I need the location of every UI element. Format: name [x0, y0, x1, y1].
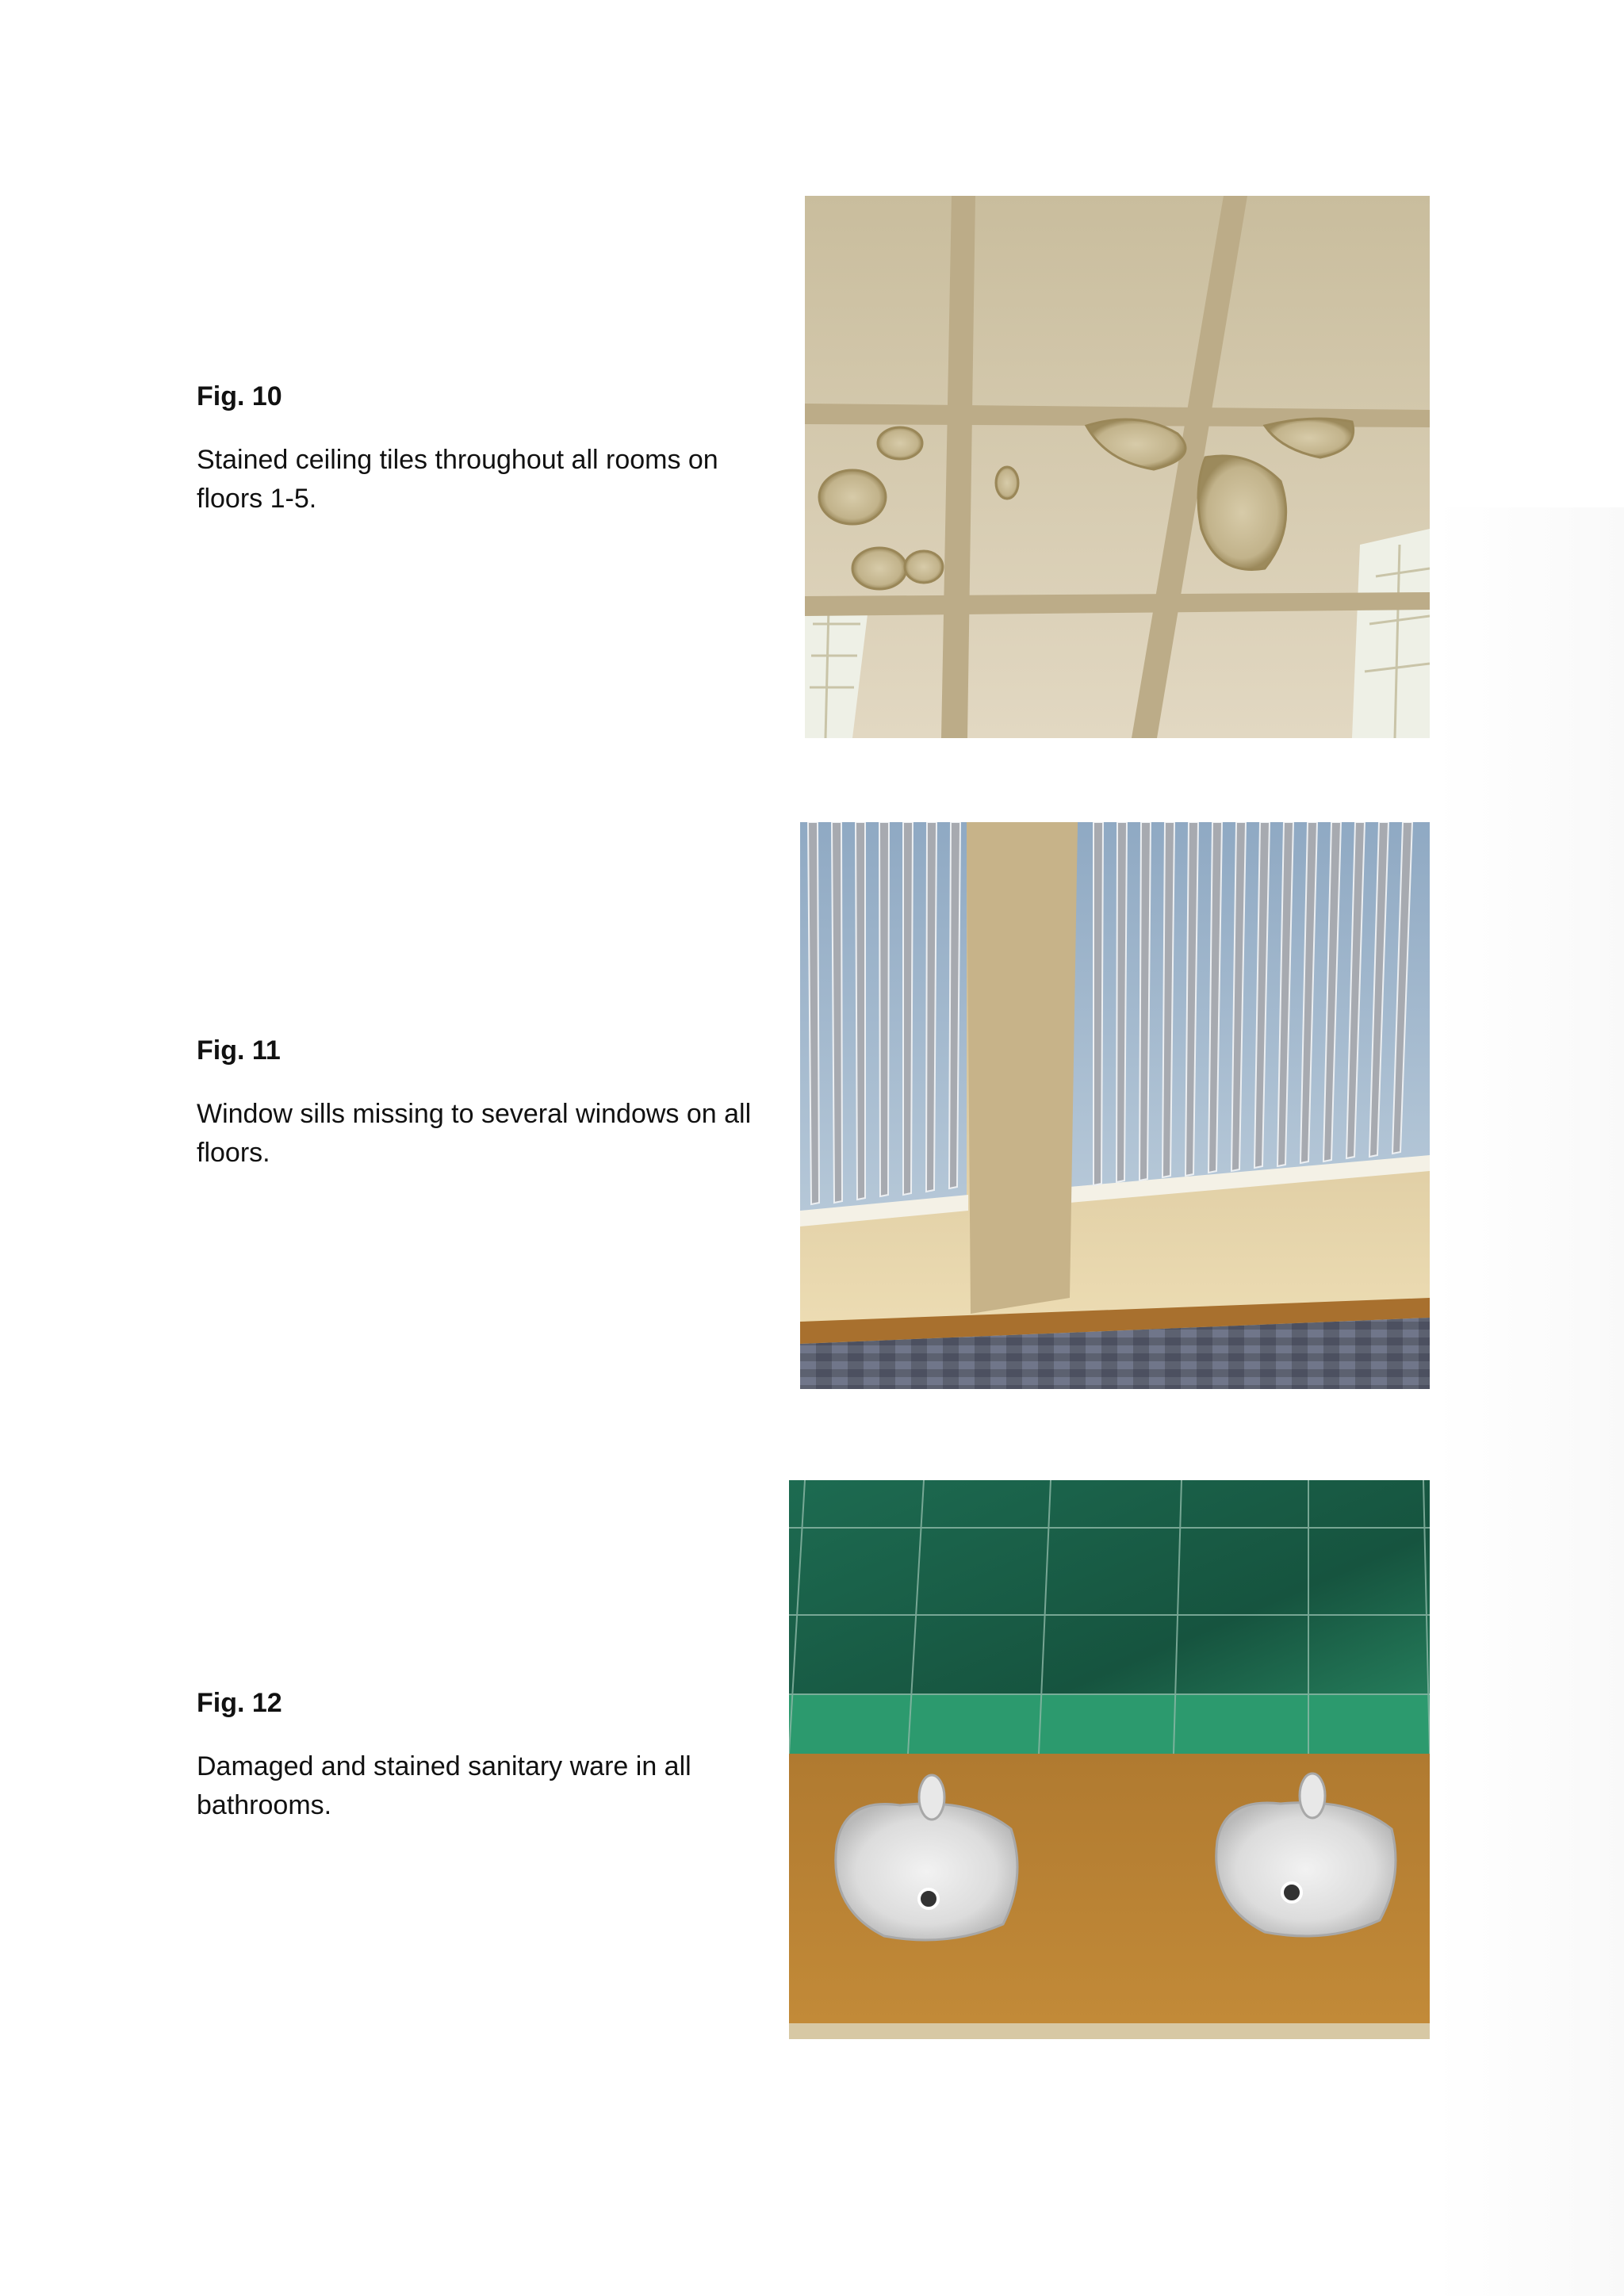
figure-12-title: Fig. 12 — [197, 1688, 282, 1718]
figure-12-text: Damaged and stained sanitary ware in all bathrooms. — [197, 1751, 691, 1820]
figure-11-text: Window sills missing to several windows on all floors. — [197, 1099, 752, 1168]
window-blinds-image — [800, 822, 1430, 1389]
figure-11-image — [800, 822, 1430, 1389]
figure-12-image — [789, 1480, 1430, 2039]
figure-10-title: Fig. 10 — [197, 381, 282, 411]
figure-11-title: Fig. 11 — [197, 1035, 281, 1066]
bathroom-basins-image — [789, 1480, 1430, 2039]
figure-10-text: Stained ceiling tiles throughout all rooms on floors 1-5. — [197, 445, 718, 514]
figure-11-caption — [197, 1035, 783, 1173]
figure-12-caption — [197, 1687, 783, 1825]
figure-10-image — [805, 196, 1430, 738]
figure-10-caption — [197, 381, 783, 519]
stained-ceiling-image — [805, 196, 1430, 738]
page-edge-shadow — [1435, 507, 1624, 2296]
